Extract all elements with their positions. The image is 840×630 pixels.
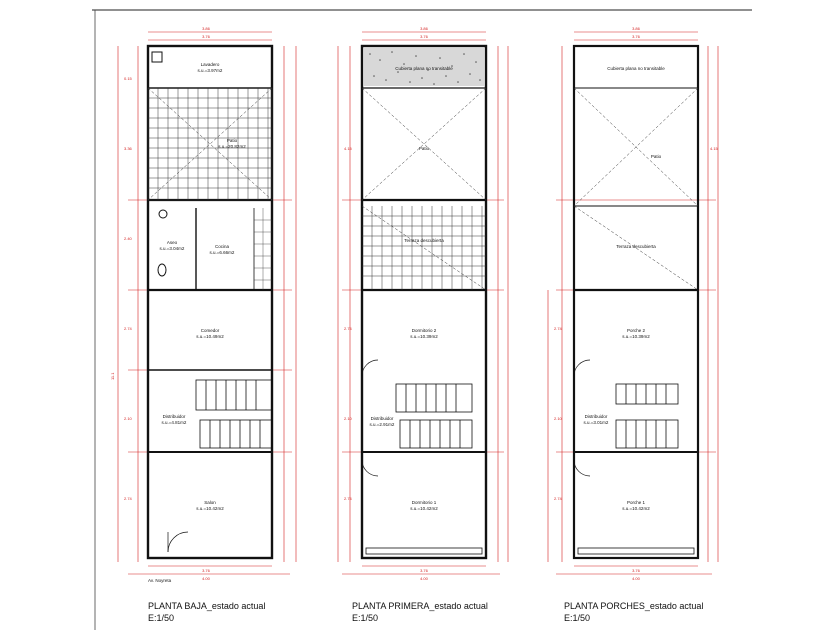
staircase [396,384,472,448]
toilet-icon [158,264,166,276]
room-area: s.u.=10.42m2 [410,506,438,511]
svg-text:3.86: 3.86 [420,26,428,31]
room-name: Terraza descubierta [616,244,656,249]
svg-text:3.76: 3.76 [202,568,210,573]
svg-text:3.76: 3.76 [420,568,428,573]
room-name: Comedor [200,328,220,333]
room-name: Terraza descubierta [404,238,444,243]
patio-void [362,88,486,200]
room-name: Patio [418,146,430,151]
plan-scale: E:1/50 [564,613,591,623]
svg-text:3.76: 3.76 [202,34,210,39]
room-area: s.u.=3.04m2 [159,246,185,251]
plan-caption-planta-primera [352,600,488,624]
room-name: Distribuidor [584,414,608,419]
room-area: s.u.=4.81m2 [161,420,187,425]
svg-text:4.15: 4.15 [344,146,352,151]
plan-planta-primera [338,26,508,581]
dimension-lines [338,32,508,574]
svg-text:2.40: 2.40 [124,236,132,241]
svg-text:2.74: 2.74 [124,326,132,331]
patio-void [574,88,698,290]
washbasin-icon [159,210,167,218]
room-name: Cubierta plana no transitable [395,66,453,71]
svg-text:3.86: 3.86 [632,26,640,31]
svg-text:2.74: 2.74 [344,326,352,331]
svg-text:3.76: 3.76 [632,34,640,39]
plan-planta-porches [548,26,719,581]
svg-text:2.74: 2.74 [554,326,562,331]
svg-text:2.74: 2.74 [554,496,562,501]
room-name: Distribuidor [370,416,394,421]
room-name: Cocina [214,244,230,249]
balcony-rail [578,548,694,554]
balcony-rail [366,548,482,554]
terrace-tiles [362,206,486,290]
room-area: s.u.=6.66m2 [209,250,235,255]
door-swing [574,360,590,376]
room-name: Patio [650,154,662,159]
room-area: s.u.=20.82m2 [218,144,246,149]
room-name: Dormitorio 1 [411,500,437,505]
plan-planta-baja [110,26,296,583]
room-area: s.u.=10.49m2 [196,334,224,339]
overall-width-label: 4.00 [420,576,428,581]
room-name: Distribuidor [162,414,186,419]
door-swing [574,460,590,476]
room-name: Aseo [166,240,178,245]
room-name: Patio [226,138,238,143]
room-area: s.u.=3.01m2 [583,420,609,425]
room-name: Cubierta plana no transitable [607,66,665,71]
staircase [196,380,272,448]
room-name: Porche 1 [626,500,646,505]
plan-scale: E:1/50 [148,613,175,623]
sink-icon [152,52,162,62]
room-name: Salon [204,500,216,505]
svg-text:3.76: 3.76 [420,34,428,39]
plan-caption-planta-porches [564,600,703,624]
staircase [616,384,678,448]
walls [362,46,486,558]
entry-door-swing [168,532,188,552]
room-name: Lavadero [200,62,220,67]
svg-text:11.1: 11.1 [110,372,115,380]
room-name: Porche 2 [626,328,646,333]
room-area: s.u.=3.97m2 [197,68,223,73]
svg-text:2.74: 2.74 [344,496,352,501]
plan-title: PLANTA PRIMERA_estado actual [352,601,488,611]
walls [574,46,698,558]
overall-width-label: 4.00 [632,576,640,581]
plan-caption-planta-baja [148,600,265,624]
street-label: Av. Noyreta [148,578,172,583]
patio-tiles [148,88,272,200]
svg-text:2.74: 2.74 [124,496,132,501]
svg-text:3.36: 3.36 [124,146,132,151]
svg-text:2.10: 2.10 [344,416,352,421]
svg-text:0.15: 0.15 [124,76,132,81]
svg-text:2.10: 2.10 [554,416,562,421]
room-area: s.u.=2.91m2 [369,422,395,427]
room-area: s.u.=10.42m2 [622,506,650,511]
plan-scale: E:1/50 [352,613,379,623]
door-swing [362,360,378,376]
room-area: s.u.=10.39m2 [622,334,650,339]
room-area: s.u.=10.39m2 [410,334,438,339]
walls [148,46,272,558]
kitchen-tiles [254,208,272,290]
svg-text:3.86: 3.86 [202,26,210,31]
room-name: Dormitorio 2 [411,328,437,333]
door-swing [362,460,378,476]
overall-width-label: 4.00 [202,576,210,581]
svg-text:2.10: 2.10 [124,416,132,421]
svg-text:3.76: 3.76 [632,568,640,573]
plan-title: PLANTA BAJA_estado actual [148,601,266,611]
svg-text:4.15: 4.15 [710,146,718,151]
room-area: s.u.=10.42m2 [196,506,224,511]
dimension-lines [118,32,296,574]
plan-title: PLANTA PORCHES_estado actual [564,601,704,611]
